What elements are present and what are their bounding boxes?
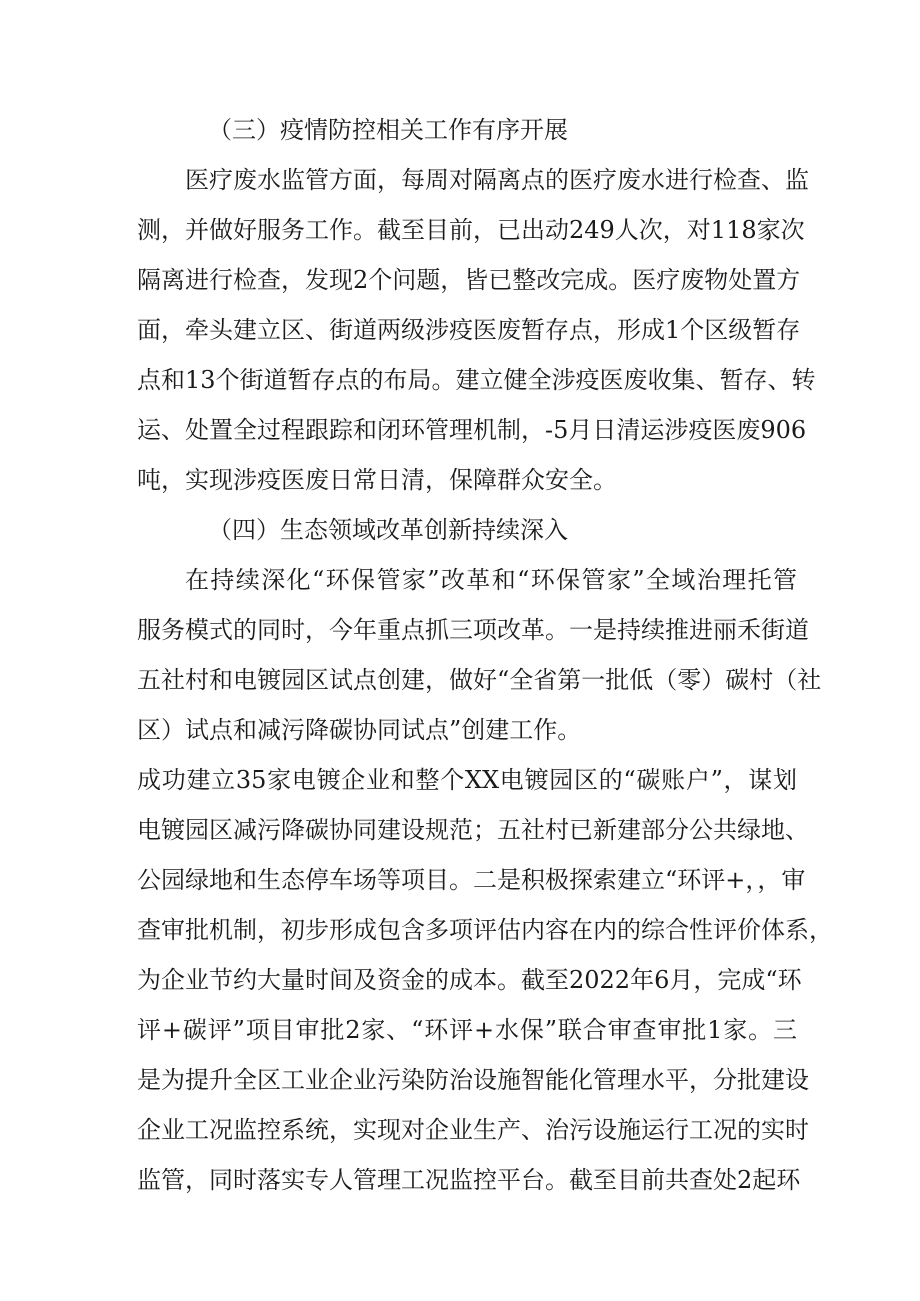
paragraph-line: 面，牵头建立区、街道两级涉疫医废暂存点，形成1个区级暂存 [137, 316, 801, 344]
paragraph-line: 企业工况监控系统，实现对企业生产、治污设施运行工况的实时 [137, 1116, 809, 1144]
paragraph-line: 电镀园区减污降碳协同建设规范；五社村已新建部分公共绿地、 [137, 816, 809, 844]
paragraph-line: 运、处置全过程跟踪和闭环管理机制，-5月日清运涉疫医废906 [137, 416, 807, 444]
paragraph-line: 在持续深化“环保管家”改革和“环保管家”全域治理托管 [185, 566, 797, 594]
paragraph-line: 服务模式的同时，今年重点抓三项改革。一是持续推进丽禾街道 [137, 616, 809, 644]
paragraph-line: 评+碳评”项目审批2家、“环评+水保”联合审查审批1家。三 [137, 1016, 797, 1044]
paragraph-line: 区）试点和减污降碳协同试点”创建工作。 [137, 716, 582, 744]
section-heading-3: （三）疫情防控相关工作有序开展 [208, 116, 568, 144]
paragraph-line: 医疗废水监管方面，每周对隔离点的医疗废水进行检查、监 [185, 166, 809, 194]
paragraph-line: 五社村和电镀园区试点创建，做好“全省第一批低（零）碳村（社 [137, 666, 822, 694]
paragraph-line: 公园绿地和生态停车场等项目。二是积极探索建立“环评+，，审 [137, 866, 806, 894]
paragraph-line: 是为提升全区工业企业污染防治设施智能化管理水平，分批建设 [137, 1066, 809, 1094]
paragraph-line: 点和13个街道暂存点的布局。建立健全涉疫医废收集、暂存、转 [137, 366, 816, 394]
paragraph-line: 成功建立35家电镀企业和整个XX电镀园区的“碳账户”，谋划 [137, 766, 797, 794]
paragraph-line: 隔离进行检查，发现2个问题，皆已整改完成。医疗废物处置方 [137, 266, 801, 294]
paragraph-line: 测，并做好服务工作。截至目前，已出动249人次，对118家次 [137, 216, 805, 244]
paragraph-line: 吨，实现涉疫医废日常日清，保障群众安全。 [137, 466, 617, 494]
paragraph-line: 监管，同时落实专人管理工况监控平台。截至目前共查处2起环 [137, 1166, 801, 1194]
section-heading-4: （四）生态领域改革创新持续深入 [208, 516, 568, 544]
paragraph-line: 为企业节约大量时间及资金的成本。截至2022年6月，完成“环 [137, 966, 802, 994]
paragraph-line: 查审批机制，初步形成包含多项评估内容在内的综合性评价体系， [137, 916, 833, 944]
